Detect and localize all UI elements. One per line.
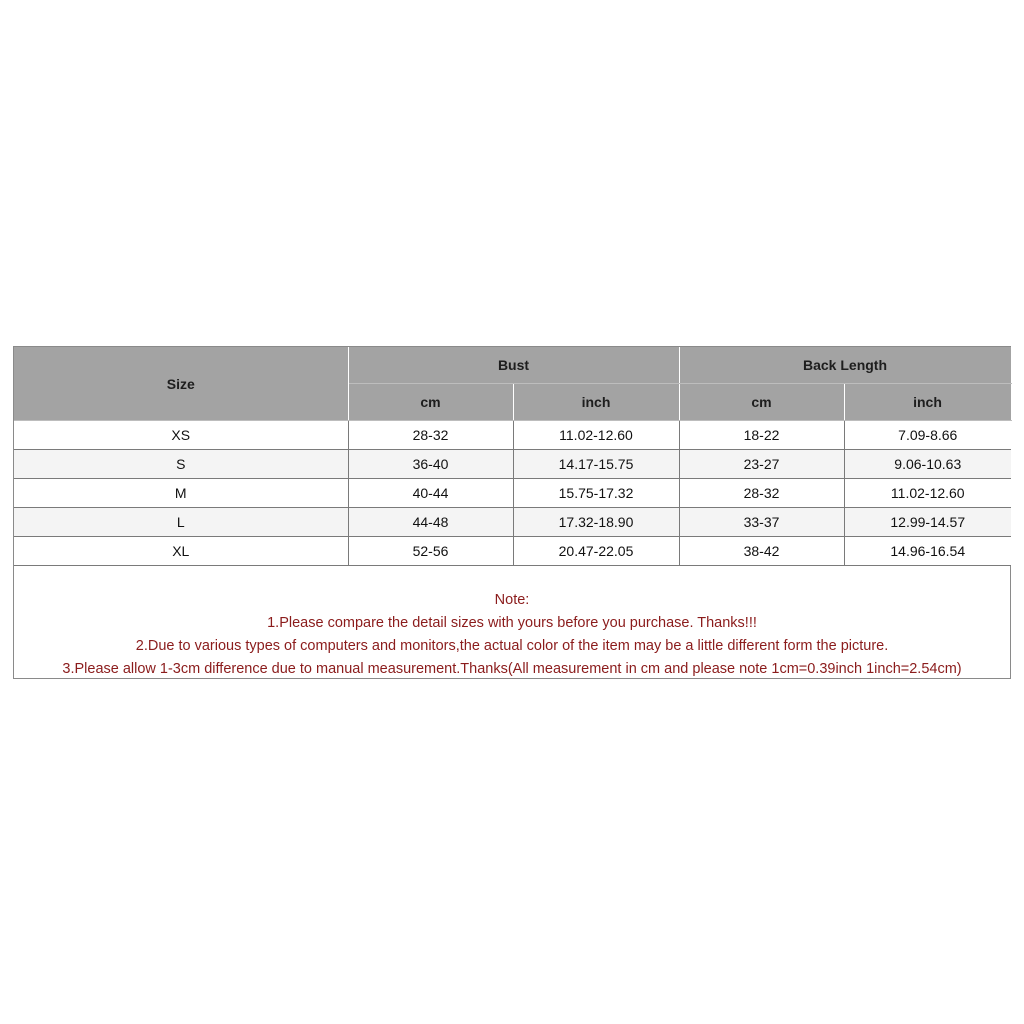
bust-header: Bust (348, 347, 679, 384)
note-line-1: 1.Please compare the detail sizes with yours before you purchase. Thanks!!! (267, 615, 757, 631)
size-cell: XS (14, 421, 348, 450)
back-inch-cell: 9.06-10.63 (844, 450, 1011, 479)
size-table (14, 347, 1012, 566)
bust-cm-cell: 36-40 (348, 450, 513, 479)
table-row (14, 479, 1011, 508)
size-cell: S (14, 450, 348, 479)
back-inch-cell: 7.09-8.66 (844, 421, 1011, 450)
back-cm-cell: 18-22 (679, 421, 844, 450)
table-row (14, 537, 1011, 566)
back-inch-cell: 14.96-16.54 (844, 537, 1011, 566)
bust-inch-cell: 17.32-18.90 (513, 508, 679, 537)
table-row (14, 421, 1011, 450)
note-title: Note: (494, 592, 530, 608)
size-cell: M (14, 479, 348, 508)
back-cm-cell: 33-37 (679, 508, 844, 537)
size-cell: L (14, 508, 348, 537)
table-row (14, 508, 1011, 537)
bust-inch-cell: 14.17-15.75 (513, 450, 679, 479)
bust-inch-cell: 15.75-17.32 (513, 479, 679, 508)
back-length-header: Back Length (679, 347, 1011, 384)
back-cm-cell: 28-32 (679, 479, 844, 508)
back-inch-cell: 11.02-12.60 (844, 479, 1011, 508)
back-inch-cell: 12.99-14.57 (844, 508, 1011, 537)
group-header-row (14, 347, 1011, 384)
note-line-2: 2.Due to various types of computers and monitors,the actual color of the item may be a little different form the picture. (135, 638, 889, 654)
note-line-3: 3.Please allow 1-3cm difference due to manual measurement.Thanks(All measurement in cm and please note 1cm=0.39inch 1inch=2.54cm) (62, 661, 962, 677)
bust-cm-cell: 28-32 (348, 421, 513, 450)
back-cm-header: cm (679, 384, 844, 421)
back-cm-cell: 23-27 (679, 450, 844, 479)
bust-cm-cell: 40-44 (348, 479, 513, 508)
back-inch-header: inch (844, 384, 1011, 421)
size-cell: XL (14, 537, 348, 566)
table-row (14, 450, 1011, 479)
bust-cm-cell: 52-56 (348, 537, 513, 566)
bust-inch-header: inch (513, 384, 679, 421)
notes-section (14, 566, 1010, 681)
bust-cm-cell: 44-48 (348, 508, 513, 537)
size-header: Size (14, 347, 348, 421)
bust-inch-cell: 20.47-22.05 (513, 537, 679, 566)
bust-inch-cell: 11.02-12.60 (513, 421, 679, 450)
bust-cm-header: cm (348, 384, 513, 421)
size-chart (13, 346, 1011, 679)
back-cm-cell: 38-42 (679, 537, 844, 566)
